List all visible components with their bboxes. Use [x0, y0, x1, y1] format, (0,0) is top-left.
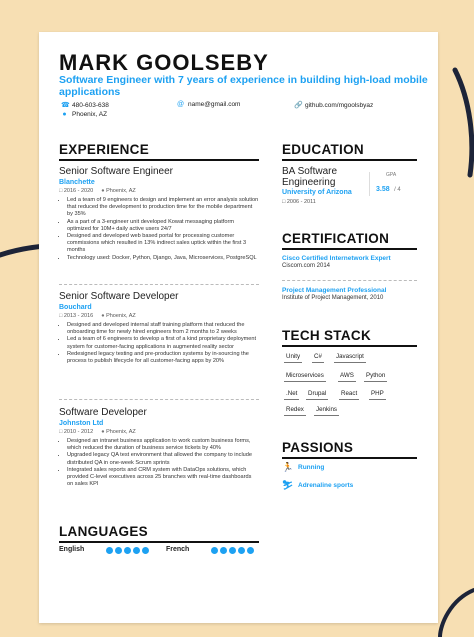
- tech-tag: C#: [312, 352, 324, 363]
- divider: [59, 284, 259, 285]
- level-dot: [106, 547, 113, 554]
- tech-tag: Python: [364, 371, 387, 382]
- level-dot: [247, 547, 254, 554]
- job-meta: [59, 188, 259, 194]
- candidate-tagline: Software Engineer with 7 years of experience in building high-load mobile applications: [59, 74, 428, 98]
- job-location: Phoenix, AZ: [106, 313, 136, 319]
- education-years-text: 2006 - 2011: [286, 199, 316, 205]
- calendar-icon: □: [282, 199, 286, 205]
- location-pin-icon: ●: [101, 429, 105, 435]
- education-years: [282, 199, 367, 205]
- level-dot: [133, 547, 140, 554]
- candidate-name: MARK GOOLSEBY: [59, 50, 269, 75]
- job-bullet: • Integrated sales reports and CRM system with DataOps solutions, which provided C-level executives across 25 branches with real-time dashboards on sales KPI: [67, 467, 259, 489]
- gpa-box: [369, 172, 401, 196]
- job-entry: [59, 166, 259, 262]
- job-bullet: • Technology used: Docker, Python, Django, Java, Microservices, PostgreSQL: [67, 255, 259, 262]
- job-bullet: • Designed and developed web based portal for processing customer commissions which resulted in 13% indirect sales uptick within the first 3 months: [67, 233, 259, 255]
- tech-stack-heading: TECH STACK: [282, 328, 371, 343]
- language-name: French: [166, 546, 190, 553]
- passions-heading: PASSIONS: [282, 440, 354, 455]
- job-bullets: [59, 438, 259, 488]
- language-level: [106, 547, 149, 554]
- job-meta: [59, 429, 259, 435]
- tech-tag: .Net: [284, 389, 299, 400]
- job-bullet: • Designed and developed internal staff training platform that reduced the onboarding time for newly hired engineers from 2 months to 2 weeks: [67, 322, 259, 336]
- tech-tag: Microservices: [284, 371, 326, 382]
- tech-tag: Unity: [284, 352, 302, 363]
- location-pin-icon: ●: [101, 313, 105, 319]
- passion-label: Adrenaline sports: [298, 482, 354, 489]
- education-university[interactable]: University of Arizona: [282, 189, 352, 196]
- location-pin-icon: ●: [101, 188, 105, 194]
- phone-icon: ☎: [61, 102, 70, 109]
- level-dot: [220, 547, 227, 554]
- passions-rule: [282, 457, 417, 459]
- passion-item: [282, 462, 324, 473]
- gpa-label: GPA: [386, 172, 397, 178]
- level-dot: [142, 547, 149, 554]
- phone-text: 480-603-638: [72, 101, 109, 109]
- certification-issuer: Ciscom.com 2014: [282, 263, 331, 269]
- language-name: English: [59, 546, 85, 553]
- email-text[interactable]: name@gmail.com: [188, 101, 241, 108]
- certification-issuer: Institute of Project Management, 2010: [282, 295, 384, 301]
- experience-heading: EXPERIENCE: [59, 142, 150, 157]
- job-bullet: • Redesigned legacy testing and pre-production systems by in-sourcing the process to publish lifecycle for all customer-facing apps by 20%: [67, 351, 259, 365]
- job-meta: [59, 313, 259, 319]
- location-text: Phoenix, AZ: [72, 111, 108, 118]
- passion-item: [282, 480, 353, 491]
- github-text[interactable]: github.com/mgoolsbyaz: [305, 101, 374, 109]
- job-entry: [59, 407, 259, 488]
- languages-heading: LANGUAGES: [59, 524, 148, 539]
- calendar-icon: □: [59, 429, 63, 435]
- certification-title: Cisco Certified Internetwork Expert: [282, 255, 391, 262]
- certification-title: Project Management Professional: [282, 287, 387, 294]
- link-icon: 🔗: [294, 102, 303, 109]
- languages-rule: [59, 541, 259, 543]
- job-title: Senior Software Engineer: [59, 166, 173, 177]
- tech-tag: PHP: [369, 389, 386, 400]
- job-location: Phoenix, AZ: [106, 429, 136, 435]
- email-contact[interactable]: [177, 101, 240, 108]
- tech-tag: Redex: [284, 405, 306, 416]
- job-bullet: • Led a team of 9 engineers to design and implement an error analysis solution that reduced the development to production time for the mobile department by 35%: [67, 197, 259, 219]
- job-bullets: [59, 322, 259, 365]
- tech-tag: Javascript: [334, 352, 366, 363]
- tech-tag: Drupal: [306, 389, 328, 400]
- job-bullet: • Designed an intranet business application to work custom business forms, which reduced the duration of business service tickets by 40%: [67, 438, 259, 452]
- education-degree: BA Software Engineering: [282, 166, 338, 188]
- job-company[interactable]: Johnston Ltd: [59, 420, 104, 427]
- tech-tag: AWS: [338, 371, 356, 382]
- certification-heading: CERTIFICATION: [282, 231, 390, 246]
- running-icon: 🏃: [282, 462, 294, 472]
- job-company[interactable]: Blanchette: [59, 179, 95, 186]
- calendar-icon: □: [59, 188, 63, 194]
- level-dot: [115, 547, 122, 554]
- education-heading: EDUCATION: [282, 142, 364, 157]
- job-dates: 2016 - 2020: [63, 188, 94, 194]
- language-level: [211, 547, 254, 554]
- job-bullet: • As a part of a 3-engineer unit developed Kowat messaging platform optimized for 10M+ daily active users 24/7: [67, 219, 259, 233]
- tech-tag: Jenkins: [314, 405, 339, 416]
- location-pin-icon: ●: [62, 111, 67, 118]
- tech-stack-rule: [282, 345, 417, 347]
- certification-rule: [282, 248, 417, 250]
- email-icon: @: [177, 101, 185, 108]
- education-rule: [282, 159, 417, 161]
- job-company[interactable]: Bouchard: [59, 304, 92, 311]
- github-contact[interactable]: [294, 101, 373, 109]
- calendar-icon: □: [59, 313, 63, 319]
- education-entry: [282, 166, 367, 205]
- job-title: Senior Software Developer: [59, 291, 179, 302]
- level-dot: [238, 547, 245, 554]
- certification-entry: [282, 255, 391, 269]
- divider: [59, 399, 259, 400]
- level-dot: [229, 547, 236, 554]
- job-entry: [59, 291, 259, 365]
- experience-rule: [59, 159, 259, 161]
- divider: [282, 280, 417, 281]
- job-bullet: • Led a team of 6 engineers to develop a first of a kind proprietary deployment system for customer-facing applications in augmented reality sector: [67, 336, 259, 350]
- gpa-value: 3.58: [376, 186, 390, 193]
- tech-tag: React: [339, 389, 359, 400]
- passion-label: Running: [298, 464, 325, 471]
- phone-contact: [61, 101, 109, 109]
- job-dates: 2010 - 2012: [63, 429, 94, 435]
- job-bullets: [59, 197, 259, 262]
- job-title: Software Developer: [59, 407, 147, 418]
- gpa-max: / 4: [394, 187, 401, 193]
- location-contact: [61, 111, 107, 118]
- level-dot: [124, 547, 131, 554]
- job-location: Phoenix, AZ: [106, 188, 136, 194]
- resume-page: [39, 32, 438, 623]
- skiing-icon: ⛷: [282, 480, 294, 490]
- certification-entry: [282, 287, 386, 301]
- job-dates: 2013 - 2016: [63, 313, 94, 319]
- level-dot: [211, 547, 218, 554]
- job-bullet: • Upgraded legacy QA test environment that allowed the company to include distributed QA in one-week Scrum sprints: [67, 452, 259, 466]
